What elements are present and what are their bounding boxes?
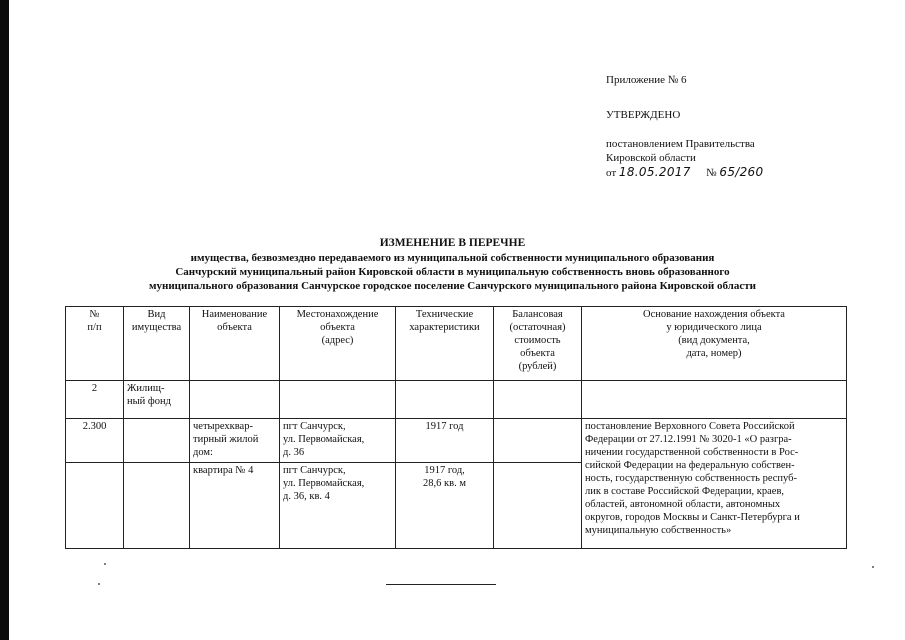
cell-basis (582, 381, 847, 419)
table-row (66, 381, 847, 419)
handwritten-date: 18.05.2017 (618, 165, 691, 179)
resolution-line-1: постановлением Правительства (606, 138, 755, 150)
cell-type (124, 381, 190, 419)
cell-address (280, 419, 396, 463)
scan-edge-artifact (0, 0, 9, 640)
header-cell-tech (396, 307, 494, 381)
table-header-row (66, 307, 847, 381)
appendix-label: Приложение № 6 (606, 74, 687, 86)
header-text: Технические характеристики (409, 309, 480, 333)
cell-number (66, 381, 124, 419)
cell-text: постановление Верховного Совета Российской Федерации от 27.12.1991 № 3020-1 «О разгра- ничении государственной собственности в Рос- сийской Федерации на федеральную собствен- ность, государственную собственность респуб- лик в составе Российской Федерации, краев, областей, автономной области, автономных округов, городов Москвы и Санкт-Петербурга и муниципальную собственность» (585, 421, 800, 536)
cell-address (280, 381, 396, 419)
cell-address (280, 463, 396, 549)
cell-basis (582, 419, 847, 549)
cell-type (124, 419, 190, 463)
cell-text: пгт Санчурск, ул. Первомайская, д. 36, кв. 4 (283, 465, 365, 502)
header-cell-address (280, 307, 396, 381)
header-cell-type (124, 307, 190, 381)
date-prefix: от (606, 167, 617, 179)
handwritten-number: 65/260 (719, 165, 764, 179)
cell-text: 2.300 (82, 421, 107, 432)
property-table (65, 306, 847, 549)
header-text: Вид имущества (131, 309, 182, 333)
cell-tech (396, 419, 494, 463)
cell-value (494, 381, 582, 419)
approved-label: УТВЕРЖДЕНО (606, 109, 681, 121)
cell-name (190, 381, 280, 419)
header-text: Наименование объекта (201, 309, 268, 333)
scan-speck (872, 566, 874, 568)
title-line-4: муниципального образования Санчурское городское поселение Санчурского муниципального района Кировской области (149, 280, 756, 292)
header-text: Местонахождение объекта (адрес) (296, 309, 379, 346)
scan-speck (98, 583, 100, 585)
cell-name (190, 419, 280, 463)
cell-value (494, 419, 582, 463)
cell-number (66, 463, 124, 549)
cell-text: Жилищ- ный фонд (127, 383, 171, 407)
header-cell-number (66, 307, 124, 381)
title-line-2: имущества, безвозмездно передаваемого из муниципальной собственности муниципального образования (190, 252, 715, 264)
cell-text: пгт Санчурск, ул. Первомайская, д. 36 (283, 421, 365, 458)
header-text: Основание нахождения объекта у юридического лица (вид документа, дата, номер) (643, 309, 785, 359)
header-cell-basis (582, 307, 847, 381)
header-cell-name (190, 307, 280, 381)
table-row (66, 419, 847, 463)
document-title: ИЗМЕНЕНИЕ В ПЕРЕЧНЕ (379, 237, 526, 249)
cell-value (494, 463, 582, 549)
closing-rule (386, 584, 496, 585)
cell-text: квартира № 4 (193, 465, 254, 476)
scan-speck (104, 563, 106, 565)
header-text: № п/п (87, 309, 102, 333)
cell-number (66, 419, 124, 463)
cell-tech (396, 463, 494, 549)
resolution-line-2: Кировской области (606, 152, 696, 164)
header-cell-value (494, 307, 582, 381)
cell-text: 2 (91, 383, 98, 394)
resolution-date-line (606, 165, 763, 180)
header-text: Балансовая (остаточная) стоимость объекта (рублей) (509, 309, 566, 372)
cell-text: 1917 год, 28,6 кв. м (423, 465, 466, 489)
cell-text: 1917 год (425, 421, 464, 432)
cell-tech (396, 381, 494, 419)
cell-text: четырехквар- тирный жилой дом: (193, 421, 259, 458)
cell-type (124, 463, 190, 549)
cell-name (190, 463, 280, 549)
number-prefix: № (706, 167, 717, 179)
title-line-3: Санчурский муниципальный район Кировской области в муниципальную собственность вновь образованного (175, 266, 730, 278)
